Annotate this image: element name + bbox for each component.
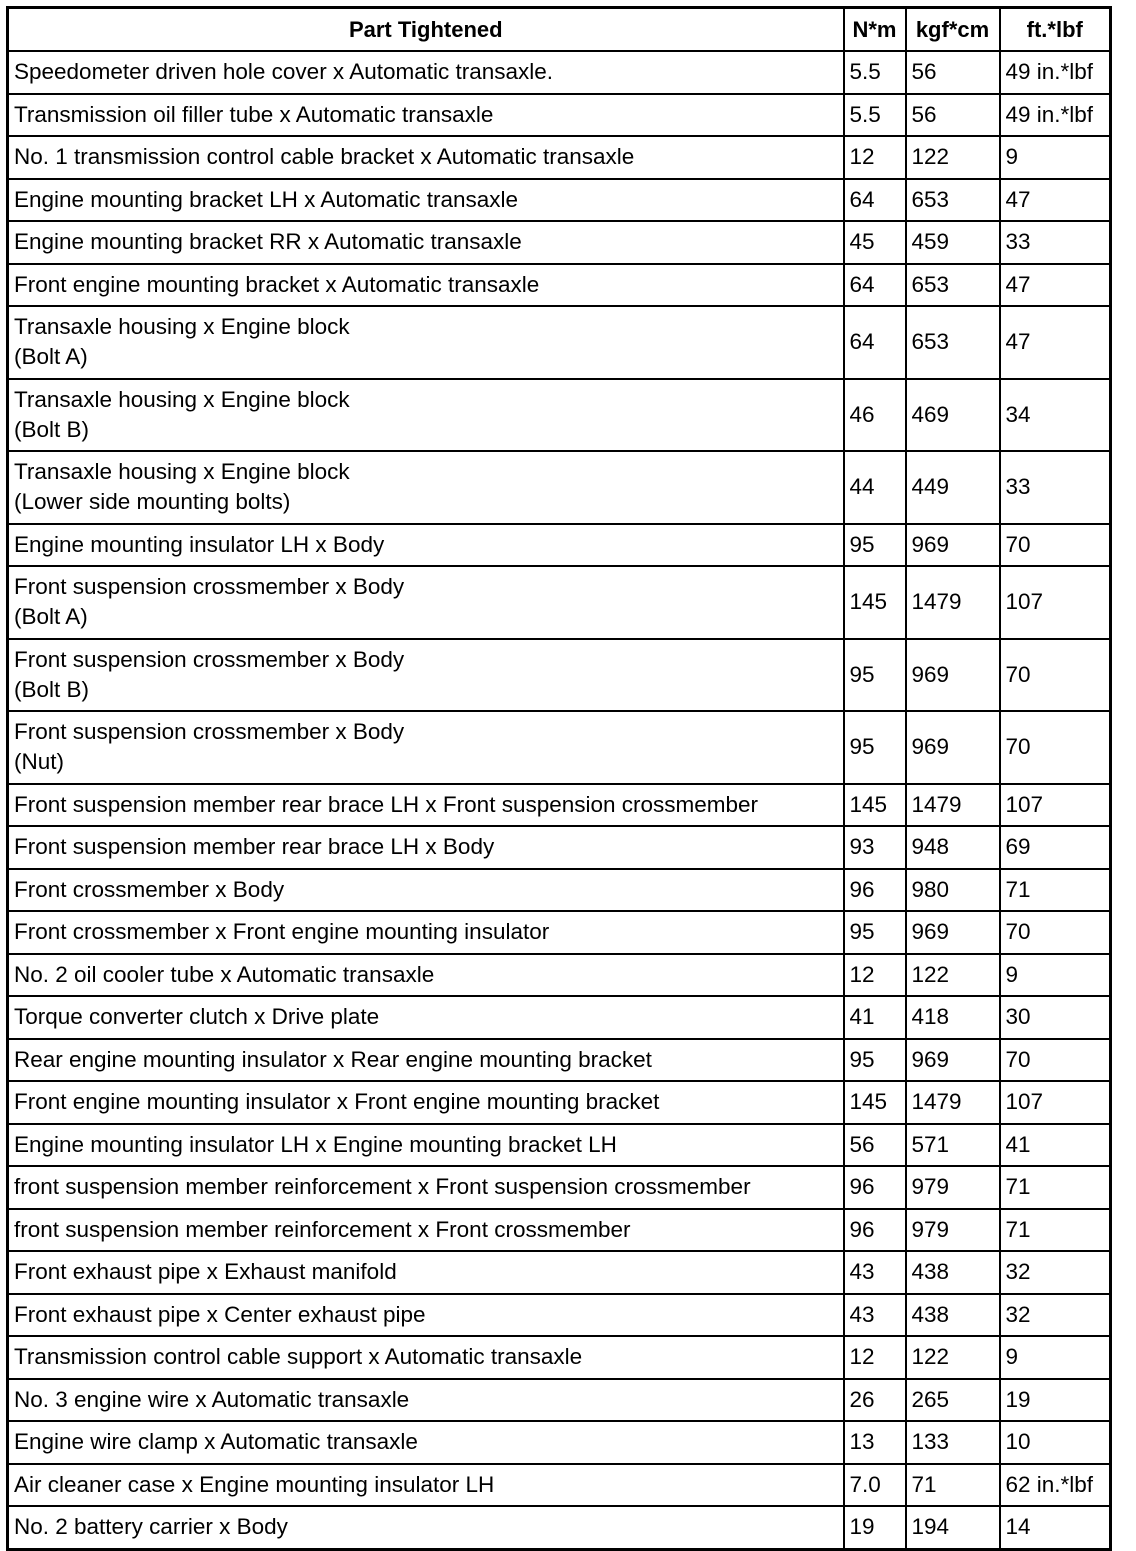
part-text-line: Air cleaner case x Engine mounting insulator LH (14, 1471, 495, 1497)
part-cell (8, 94, 844, 137)
part-text-line: Transaxle housing x Engine block (14, 314, 350, 340)
ft-lbf-cell: 33 (1000, 451, 1111, 524)
ft-lbf-cell: 32 (1000, 1251, 1111, 1294)
kgf-cm-cell: 56 (906, 51, 1000, 94)
kgf-cm-cell: 469 (906, 379, 1000, 452)
table-row (8, 1039, 1111, 1082)
nm-cell: 95 (844, 524, 906, 567)
part-text-line: Front suspension crossmember x Body (14, 574, 405, 600)
part-cell (8, 306, 844, 379)
part-text-line: Torque converter clutch x Drive plate (14, 1004, 380, 1030)
table-row (8, 524, 1111, 567)
part-cell (8, 51, 844, 94)
part-text-line: No. 2 oil cooler tube x Automatic transaxle (14, 961, 435, 987)
ft-lbf-cell: 62 in.*lbf (1000, 1464, 1111, 1507)
table-row (8, 179, 1111, 222)
part-cell (8, 1209, 844, 1252)
nm-cell: 19 (844, 1506, 906, 1549)
table-row (8, 451, 1111, 524)
table-row (8, 136, 1111, 179)
table-row (8, 1336, 1111, 1379)
ft-lbf-cell: 9 (1000, 136, 1111, 179)
torque-spec-table (6, 6, 1112, 1551)
header-ft-lbf: ft.*lbf (1000, 8, 1111, 52)
nm-cell: 41 (844, 996, 906, 1039)
part-text-line: Rear engine mounting insulator x Rear engine mounting bracket (14, 1046, 652, 1072)
ft-lbf-cell: 32 (1000, 1294, 1111, 1337)
kgf-cm-cell: 459 (906, 221, 1000, 264)
nm-cell: 64 (844, 264, 906, 307)
part-text-line: (Bolt B) (14, 416, 90, 442)
table-row (8, 869, 1111, 912)
part-text-line: No. 1 transmission control cable bracket x Automatic transaxle (14, 144, 635, 170)
part-text-line: Front suspension member rear brace LH x Front suspension crossmember (14, 791, 759, 817)
part-cell (8, 1166, 844, 1209)
part-cell (8, 1421, 844, 1464)
nm-cell: 145 (844, 784, 906, 827)
part-text-line: No. 2 battery carrier x Body (14, 1514, 288, 1540)
ft-lbf-cell: 70 (1000, 911, 1111, 954)
ft-lbf-cell: 9 (1000, 1336, 1111, 1379)
part-text-line: Engine mounting insulator LH x Engine mounting bracket LH (14, 1131, 617, 1157)
part-text-line: Transmission oil filler tube x Automatic transaxle (14, 101, 494, 127)
header-part-tightened: Part Tightened (8, 8, 844, 52)
kgf-cm-cell: 969 (906, 524, 1000, 567)
table-row (8, 1251, 1111, 1294)
part-cell (8, 1336, 844, 1379)
nm-cell: 95 (844, 911, 906, 954)
kgf-cm-cell: 948 (906, 826, 1000, 869)
part-cell (8, 136, 844, 179)
ft-lbf-cell: 107 (1000, 784, 1111, 827)
nm-cell: 95 (844, 711, 906, 784)
part-text-line: Front exhaust pipe x Center exhaust pipe (14, 1301, 426, 1327)
ft-lbf-cell: 33 (1000, 221, 1111, 264)
nm-cell: 64 (844, 306, 906, 379)
nm-cell: 44 (844, 451, 906, 524)
table-row (8, 911, 1111, 954)
header-row (8, 8, 1111, 52)
nm-cell: 56 (844, 1124, 906, 1167)
table-row (8, 1294, 1111, 1337)
part-text-line: Engine mounting bracket LH x Automatic transaxle (14, 186, 519, 212)
kgf-cm-cell: 122 (906, 1336, 1000, 1379)
table-row (8, 996, 1111, 1039)
table-row (8, 639, 1111, 712)
nm-cell: 96 (844, 869, 906, 912)
part-cell (8, 869, 844, 912)
kgf-cm-cell: 969 (906, 639, 1000, 712)
nm-cell: 7.0 (844, 1464, 906, 1507)
part-cell (8, 996, 844, 1039)
part-text-line: front suspension member reinforcement x Front suspension crossmember (14, 1174, 751, 1200)
table-row (8, 1464, 1111, 1507)
part-text-line: Engine wire clamp x Automatic transaxle (14, 1429, 418, 1455)
part-text-line: (Nut) (14, 749, 64, 775)
ft-lbf-cell: 70 (1000, 711, 1111, 784)
ft-lbf-cell: 107 (1000, 1081, 1111, 1124)
kgf-cm-cell: 449 (906, 451, 1000, 524)
part-cell (8, 1294, 844, 1337)
nm-cell: 93 (844, 826, 906, 869)
nm-cell: 12 (844, 1336, 906, 1379)
part-cell (8, 1251, 844, 1294)
ft-lbf-cell: 10 (1000, 1421, 1111, 1464)
part-cell (8, 826, 844, 869)
table-row (8, 1421, 1111, 1464)
part-cell (8, 221, 844, 264)
table-row (8, 711, 1111, 784)
part-text-line: Front crossmember x Front engine mounting insulator (14, 919, 550, 945)
table-row (8, 954, 1111, 997)
table-row (8, 1506, 1111, 1549)
table-row (8, 1166, 1111, 1209)
part-cell (8, 711, 844, 784)
nm-cell: 95 (844, 639, 906, 712)
table-row (8, 826, 1111, 869)
part-cell (8, 379, 844, 452)
nm-cell: 43 (844, 1251, 906, 1294)
part-cell (8, 1124, 844, 1167)
kgf-cm-cell: 1479 (906, 1081, 1000, 1124)
part-text-line: (Bolt A) (14, 344, 88, 370)
kgf-cm-cell: 265 (906, 1379, 1000, 1422)
kgf-cm-cell: 438 (906, 1294, 1000, 1337)
nm-cell: 13 (844, 1421, 906, 1464)
nm-cell: 45 (844, 221, 906, 264)
part-cell (8, 1081, 844, 1124)
part-text-line: Front engine mounting insulator x Front engine mounting bracket (14, 1089, 660, 1115)
kgf-cm-cell: 969 (906, 911, 1000, 954)
part-cell (8, 566, 844, 639)
part-text-line: Front suspension member rear brace LH x Body (14, 834, 495, 860)
part-text-line: Engine mounting bracket RR x Automatic transaxle (14, 229, 522, 255)
kgf-cm-cell: 133 (906, 1421, 1000, 1464)
nm-cell: 145 (844, 1081, 906, 1124)
kgf-cm-cell: 653 (906, 306, 1000, 379)
part-cell (8, 1039, 844, 1082)
part-cell (8, 954, 844, 997)
kgf-cm-cell: 438 (906, 1251, 1000, 1294)
table-row (8, 1081, 1111, 1124)
nm-cell: 95 (844, 1039, 906, 1082)
ft-lbf-cell: 19 (1000, 1379, 1111, 1422)
ft-lbf-cell: 71 (1000, 869, 1111, 912)
ft-lbf-cell: 9 (1000, 954, 1111, 997)
kgf-cm-cell: 980 (906, 869, 1000, 912)
table-header (8, 8, 1111, 52)
kgf-cm-cell: 71 (906, 1464, 1000, 1507)
kgf-cm-cell: 122 (906, 954, 1000, 997)
nm-cell: 96 (844, 1209, 906, 1252)
table-row (8, 51, 1111, 94)
table-row (8, 379, 1111, 452)
ft-lbf-cell: 49 in.*lbf (1000, 51, 1111, 94)
kgf-cm-cell: 1479 (906, 566, 1000, 639)
kgf-cm-cell: 56 (906, 94, 1000, 137)
part-text-line: (Lower side mounting bolts) (14, 489, 291, 515)
part-cell (8, 1464, 844, 1507)
table-row (8, 1209, 1111, 1252)
kgf-cm-cell: 418 (906, 996, 1000, 1039)
table-row (8, 784, 1111, 827)
part-text-line: Front engine mounting bracket x Automatic transaxle (14, 271, 540, 297)
header-newton-meter: N*m (844, 8, 906, 52)
nm-cell: 46 (844, 379, 906, 452)
nm-cell: 43 (844, 1294, 906, 1337)
part-cell (8, 1379, 844, 1422)
kgf-cm-cell: 1479 (906, 784, 1000, 827)
ft-lbf-cell: 47 (1000, 179, 1111, 222)
kgf-cm-cell: 122 (906, 136, 1000, 179)
ft-lbf-cell: 47 (1000, 264, 1111, 307)
table-body (8, 51, 1111, 1549)
ft-lbf-cell: 70 (1000, 1039, 1111, 1082)
nm-cell: 12 (844, 954, 906, 997)
nm-cell: 64 (844, 179, 906, 222)
ft-lbf-cell: 30 (1000, 996, 1111, 1039)
part-text-line: (Bolt B) (14, 676, 90, 702)
part-cell (8, 639, 844, 712)
kgf-cm-cell: 969 (906, 711, 1000, 784)
table-row (8, 94, 1111, 137)
part-text-line: Front suspension crossmember x Body (14, 646, 405, 672)
part-cell (8, 784, 844, 827)
part-cell (8, 451, 844, 524)
part-cell (8, 524, 844, 567)
ft-lbf-cell: 41 (1000, 1124, 1111, 1167)
ft-lbf-cell: 70 (1000, 524, 1111, 567)
part-text-line: Front exhaust pipe x Exhaust manifold (14, 1259, 397, 1285)
part-cell (8, 911, 844, 954)
part-text-line: Front suspension crossmember x Body (14, 719, 405, 745)
nm-cell: 5.5 (844, 94, 906, 137)
ft-lbf-cell: 71 (1000, 1166, 1111, 1209)
ft-lbf-cell: 69 (1000, 826, 1111, 869)
part-text-line: Engine mounting insulator LH x Body (14, 531, 385, 557)
kgf-cm-cell: 194 (906, 1506, 1000, 1549)
ft-lbf-cell: 71 (1000, 1209, 1111, 1252)
kgf-cm-cell: 979 (906, 1209, 1000, 1252)
part-cell (8, 179, 844, 222)
nm-cell: 26 (844, 1379, 906, 1422)
kgf-cm-cell: 969 (906, 1039, 1000, 1082)
part-cell (8, 1506, 844, 1549)
kgf-cm-cell: 653 (906, 264, 1000, 307)
table-row (8, 264, 1111, 307)
table-row (8, 1379, 1111, 1422)
header-kgf-cm: kgf*cm (906, 8, 1000, 52)
part-text-line: Transaxle housing x Engine block (14, 386, 350, 412)
ft-lbf-cell: 107 (1000, 566, 1111, 639)
part-text-line: front suspension member reinforcement x Front crossmember (14, 1216, 631, 1242)
kgf-cm-cell: 653 (906, 179, 1000, 222)
ft-lbf-cell: 49 in.*lbf (1000, 94, 1111, 137)
table-row (8, 221, 1111, 264)
table-row (8, 566, 1111, 639)
ft-lbf-cell: 47 (1000, 306, 1111, 379)
kgf-cm-cell: 979 (906, 1166, 1000, 1209)
part-text-line: Speedometer driven hole cover x Automatic transaxle. (14, 59, 554, 85)
kgf-cm-cell: 571 (906, 1124, 1000, 1167)
table-row (8, 306, 1111, 379)
table-row (8, 1124, 1111, 1167)
nm-cell: 12 (844, 136, 906, 179)
part-text-line: Front crossmember x Body (14, 876, 285, 902)
nm-cell: 96 (844, 1166, 906, 1209)
nm-cell: 5.5 (844, 51, 906, 94)
part-text-line: Transmission control cable support x Automatic transaxle (14, 1344, 583, 1370)
ft-lbf-cell: 34 (1000, 379, 1111, 452)
part-text-line: No. 3 engine wire x Automatic transaxle (14, 1386, 410, 1412)
ft-lbf-cell: 70 (1000, 639, 1111, 712)
part-cell (8, 264, 844, 307)
part-text-line: Transaxle housing x Engine block (14, 459, 350, 485)
ft-lbf-cell: 14 (1000, 1506, 1111, 1549)
nm-cell: 145 (844, 566, 906, 639)
part-text-line: (Bolt A) (14, 604, 88, 630)
